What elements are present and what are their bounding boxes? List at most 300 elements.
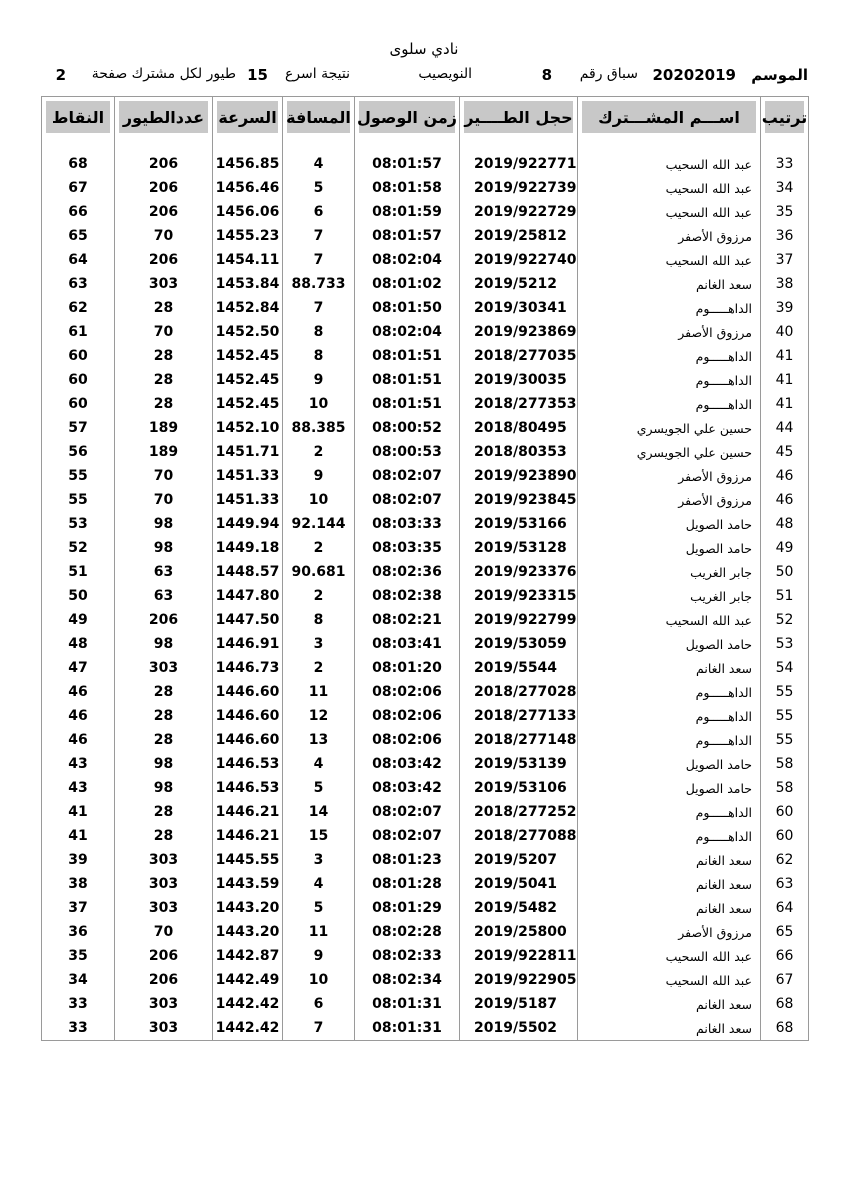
rank-cell: 40 (761, 320, 809, 344)
arrival-cell: 08:01:57 (355, 224, 460, 248)
arrival-cell: 08:00:53 (355, 440, 460, 464)
rank-cell: 46 (761, 488, 809, 512)
ring-cell: 2018/277035 (460, 344, 578, 368)
ring-cell: 2019/922729 (460, 200, 578, 224)
distance-cell: 9 (283, 464, 355, 488)
points-cell: 33 (42, 992, 115, 1016)
birds-cell: 206 (115, 944, 213, 968)
owner-cell: الداهـــــوم (578, 704, 761, 728)
table-row (42, 344, 809, 368)
rank-cell: 68 (761, 992, 809, 1016)
table-row (42, 464, 809, 488)
arrival-cell: 08:01:59 (355, 200, 460, 224)
points-cell: 48 (42, 632, 115, 656)
rank-cell: 60 (761, 800, 809, 824)
distance-cell: 10 (283, 488, 355, 512)
owner-cell: مرزوق الأصفر (578, 464, 761, 488)
col-birds-header: عددالطيور (115, 97, 213, 138)
rank-cell: 33 (761, 152, 809, 176)
speed-cell: 1452.50 (213, 320, 283, 344)
ring-cell: 2018/80495 (460, 416, 578, 440)
points-cell: 46 (42, 680, 115, 704)
owner-cell: عبد الله السحيب (578, 176, 761, 200)
race-location: النويصيب (418, 66, 472, 82)
points-cell: 65 (42, 224, 115, 248)
points-cell: 43 (42, 776, 115, 800)
col-arrival-header: زمن الوصول (355, 97, 460, 138)
table-row (42, 632, 809, 656)
table-row (42, 248, 809, 272)
speed-cell: 1445.55 (213, 848, 283, 872)
speed-cell: 1451.33 (213, 488, 283, 512)
distance-cell: 92.144 (283, 512, 355, 536)
birds-cell: 28 (115, 368, 213, 392)
table-row (42, 200, 809, 224)
arrival-cell: 08:01:02 (355, 272, 460, 296)
distance-cell: 3 (283, 848, 355, 872)
birds-cell: 70 (115, 320, 213, 344)
speed-cell: 1453.84 (213, 272, 283, 296)
distance-cell: 9 (283, 368, 355, 392)
table-row (42, 968, 809, 992)
distance-cell: 2 (283, 536, 355, 560)
speed-cell: 1447.50 (213, 608, 283, 632)
distance-cell: 7 (283, 224, 355, 248)
rank-cell: 41 (761, 392, 809, 416)
rank-cell: 66 (761, 944, 809, 968)
table-spacer-row (42, 137, 809, 152)
speed-cell: 1447.80 (213, 584, 283, 608)
owner-cell: حامد الصويل (578, 536, 761, 560)
speed-cell: 1446.21 (213, 800, 283, 824)
ring-cell: 2019/922771 (460, 152, 578, 176)
table-row (42, 560, 809, 584)
arrival-cell: 08:01:51 (355, 368, 460, 392)
distance-cell: 7 (283, 1016, 355, 1041)
rank-cell: 55 (761, 680, 809, 704)
distance-cell: 6 (283, 200, 355, 224)
speed-cell: 1448.57 (213, 560, 283, 584)
distance-cell: 12 (283, 704, 355, 728)
distance-cell: 15 (283, 824, 355, 848)
speed-cell: 1452.45 (213, 392, 283, 416)
speed-cell: 1443.59 (213, 872, 283, 896)
owner-cell: الداهـــــوم (578, 728, 761, 752)
birds-cell: 70 (115, 488, 213, 512)
table-row (42, 488, 809, 512)
rank-cell: 45 (761, 440, 809, 464)
ring-cell: 2019/922799 (460, 608, 578, 632)
birds-cell: 98 (115, 752, 213, 776)
col-points-header: النقاط (42, 97, 115, 138)
ring-cell: 2018/277353 (460, 392, 578, 416)
table-row (42, 176, 809, 200)
ring-cell: 2019/923376 (460, 560, 578, 584)
owner-cell: الداهـــــوم (578, 680, 761, 704)
arrival-cell: 08:02:33 (355, 944, 460, 968)
owner-cell: حامد الصويل (578, 512, 761, 536)
arrival-cell: 08:02:21 (355, 608, 460, 632)
rank-cell: 62 (761, 848, 809, 872)
owner-cell: حامد الصويل (578, 632, 761, 656)
owner-cell: مرزوق الأصفر (578, 920, 761, 944)
points-cell: 64 (42, 248, 115, 272)
owner-cell: الداهـــــوم (578, 344, 761, 368)
ring-cell: 2018/277088 (460, 824, 578, 848)
arrival-cell: 08:03:42 (355, 752, 460, 776)
points-cell: 35 (42, 944, 115, 968)
rank-cell: 60 (761, 824, 809, 848)
rank-cell: 64 (761, 896, 809, 920)
birds-cell: 206 (115, 968, 213, 992)
ring-cell: 2019/25800 (460, 920, 578, 944)
season-value: 20202019 (652, 66, 736, 84)
owner-cell: جابر الغريب (578, 584, 761, 608)
fastest-label: نتيجة اسرع (284, 66, 350, 82)
table-row (42, 1016, 809, 1041)
rank-cell: 65 (761, 920, 809, 944)
birds-cell: 206 (115, 200, 213, 224)
rank-cell: 52 (761, 608, 809, 632)
table-row (42, 536, 809, 560)
speed-cell: 1449.94 (213, 512, 283, 536)
results-table (41, 96, 809, 1041)
owner-cell: سعد الغانم (578, 872, 761, 896)
birds-cell: 63 (115, 560, 213, 584)
arrival-cell: 08:03:33 (355, 512, 460, 536)
ring-cell: 2019/922739 (460, 176, 578, 200)
ring-cell: 2019/53128 (460, 536, 578, 560)
owner-cell: عبد الله السحيب (578, 152, 761, 176)
arrival-cell: 08:01:31 (355, 992, 460, 1016)
points-cell: 47 (42, 656, 115, 680)
table-body (42, 137, 809, 1041)
owner-cell: مرزوق الأصفر (578, 488, 761, 512)
owner-cell: جابر الغريب (578, 560, 761, 584)
birds-cell: 189 (115, 416, 213, 440)
rank-cell: 54 (761, 656, 809, 680)
ring-cell: 2019/5187 (460, 992, 578, 1016)
points-cell: 49 (42, 608, 115, 632)
rank-cell: 51 (761, 584, 809, 608)
owner-cell: سعد الغانم (578, 992, 761, 1016)
col-ring-header: حجل الطــــير (460, 97, 578, 138)
arrival-cell: 08:02:07 (355, 800, 460, 824)
page-number: 2 (55, 66, 66, 84)
ring-cell: 2019/53166 (460, 512, 578, 536)
distance-cell: 5 (283, 896, 355, 920)
ring-cell: 2019/922740 (460, 248, 578, 272)
points-cell: 60 (42, 392, 115, 416)
rank-cell: 58 (761, 776, 809, 800)
points-cell: 39 (42, 848, 115, 872)
arrival-cell: 08:01:57 (355, 152, 460, 176)
ring-cell: 2019/5502 (460, 1016, 578, 1041)
table-row (42, 392, 809, 416)
owner-cell: الداهـــــوم (578, 824, 761, 848)
owner-cell: حامد الصويل (578, 776, 761, 800)
rank-cell: 48 (761, 512, 809, 536)
points-cell: 55 (42, 464, 115, 488)
owner-cell: حسين علي الجويسري (578, 416, 761, 440)
distance-cell: 88.385 (283, 416, 355, 440)
birds-cell: 303 (115, 848, 213, 872)
rank-cell: 35 (761, 200, 809, 224)
table-header-row (42, 97, 809, 138)
owner-cell: حامد الصويل (578, 752, 761, 776)
distance-cell: 90.681 (283, 560, 355, 584)
owner-cell: مرزوق الأصفر (578, 320, 761, 344)
points-cell: 33 (42, 1016, 115, 1041)
owner-cell: الداهـــــوم (578, 392, 761, 416)
birds-cell: 28 (115, 680, 213, 704)
owner-cell: الداهـــــوم (578, 368, 761, 392)
points-cell: 37 (42, 896, 115, 920)
birds-cell: 70 (115, 224, 213, 248)
arrival-cell: 08:02:06 (355, 704, 460, 728)
table-row (42, 824, 809, 848)
rank-cell: 39 (761, 296, 809, 320)
distance-cell: 10 (283, 392, 355, 416)
rank-cell: 55 (761, 728, 809, 752)
birds-cell: 189 (115, 440, 213, 464)
owner-cell: سعد الغانم (578, 848, 761, 872)
table-row (42, 848, 809, 872)
speed-cell: 1452.45 (213, 368, 283, 392)
rank-cell: 55 (761, 704, 809, 728)
owner-cell: مرزوق الأصفر (578, 224, 761, 248)
rank-cell: 49 (761, 536, 809, 560)
speed-cell: 1451.71 (213, 440, 283, 464)
birds-cell: 28 (115, 296, 213, 320)
speed-cell: 1446.53 (213, 752, 283, 776)
table-row (42, 704, 809, 728)
ring-cell: 2019/5482 (460, 896, 578, 920)
speed-cell: 1452.84 (213, 296, 283, 320)
speed-cell: 1443.20 (213, 920, 283, 944)
table-row (42, 752, 809, 776)
birds-cell: 28 (115, 728, 213, 752)
table-row (42, 272, 809, 296)
speed-cell: 1449.18 (213, 536, 283, 560)
rank-cell: 68 (761, 1016, 809, 1041)
ring-cell: 2018/277252 (460, 800, 578, 824)
points-cell: 55 (42, 488, 115, 512)
col-distance-header: المسافة (283, 97, 355, 138)
table-row (42, 776, 809, 800)
rank-cell: 36 (761, 224, 809, 248)
distance-cell: 14 (283, 800, 355, 824)
distance-cell: 7 (283, 248, 355, 272)
points-cell: 67 (42, 176, 115, 200)
points-cell: 60 (42, 344, 115, 368)
birds-cell: 303 (115, 272, 213, 296)
owner-cell: عبد الله السحيب (578, 944, 761, 968)
arrival-cell: 08:02:36 (355, 560, 460, 584)
col-speed-header: السرعة (213, 97, 283, 138)
table-row (42, 944, 809, 968)
fastest-value: 15 (247, 66, 268, 84)
ring-cell: 2019/5212 (460, 272, 578, 296)
ring-cell: 2019/923845 (460, 488, 578, 512)
table-row (42, 584, 809, 608)
speed-cell: 1446.60 (213, 680, 283, 704)
birds-cell: 70 (115, 464, 213, 488)
distance-cell: 9 (283, 944, 355, 968)
arrival-cell: 08:01:51 (355, 344, 460, 368)
owner-cell: عبد الله السحيب (578, 968, 761, 992)
owner-cell: سعد الغانم (578, 896, 761, 920)
owner-cell: حسين علي الجويسري (578, 440, 761, 464)
ring-cell: 2018/277148 (460, 728, 578, 752)
points-cell: 57 (42, 416, 115, 440)
race-number-label: سباق رقم (579, 66, 638, 82)
points-cell: 41 (42, 824, 115, 848)
ring-cell: 2019/922811 (460, 944, 578, 968)
arrival-cell: 08:02:07 (355, 824, 460, 848)
points-cell: 60 (42, 368, 115, 392)
table-row (42, 320, 809, 344)
distance-cell: 2 (283, 584, 355, 608)
points-cell: 51 (42, 560, 115, 584)
speed-cell: 1442.42 (213, 992, 283, 1016)
points-cell: 43 (42, 752, 115, 776)
birds-cell: 70 (115, 920, 213, 944)
birds-cell: 303 (115, 872, 213, 896)
owner-cell: سعد الغانم (578, 1016, 761, 1041)
ring-cell: 2018/277028 (460, 680, 578, 704)
rank-cell: 41 (761, 368, 809, 392)
speed-cell: 1446.53 (213, 776, 283, 800)
table-row (42, 416, 809, 440)
owner-cell: عبد الله السحيب (578, 248, 761, 272)
distance-cell: 88.733 (283, 272, 355, 296)
ring-cell: 2019/923315 (460, 584, 578, 608)
owner-cell: عبد الله السحيب (578, 608, 761, 632)
points-cell: 38 (42, 872, 115, 896)
table-row (42, 896, 809, 920)
birds-cell: 28 (115, 344, 213, 368)
distance-cell: 11 (283, 920, 355, 944)
birds-cell: 28 (115, 704, 213, 728)
ring-cell: 2019/53106 (460, 776, 578, 800)
speed-cell: 1452.10 (213, 416, 283, 440)
birds-cell: 98 (115, 776, 213, 800)
table-row (42, 152, 809, 176)
arrival-cell: 08:02:04 (355, 320, 460, 344)
table-row (42, 872, 809, 896)
arrival-cell: 08:01:58 (355, 176, 460, 200)
rank-cell: 53 (761, 632, 809, 656)
arrival-cell: 08:01:29 (355, 896, 460, 920)
arrival-cell: 08:01:50 (355, 296, 460, 320)
distance-cell: 2 (283, 656, 355, 680)
distance-cell: 4 (283, 872, 355, 896)
owner-cell: عبد الله السحيب (578, 200, 761, 224)
birds-cell: 63 (115, 584, 213, 608)
birds-cell: 98 (115, 632, 213, 656)
speed-cell: 1452.45 (213, 344, 283, 368)
speed-cell: 1446.21 (213, 824, 283, 848)
distance-cell: 5 (283, 776, 355, 800)
season-label: الموسم (751, 66, 808, 84)
birds-cell: 206 (115, 176, 213, 200)
arrival-cell: 08:02:07 (355, 488, 460, 512)
birds-per-participant-label: طيور لكل مشترك صفحة (91, 66, 236, 82)
speed-cell: 1455.23 (213, 224, 283, 248)
arrival-cell: 08:03:35 (355, 536, 460, 560)
distance-cell: 8 (283, 344, 355, 368)
ring-cell: 2019/5544 (460, 656, 578, 680)
speed-cell: 1454.11 (213, 248, 283, 272)
arrival-cell: 08:01:31 (355, 1016, 460, 1041)
speed-cell: 1442.87 (213, 944, 283, 968)
speed-cell: 1456.46 (213, 176, 283, 200)
arrival-cell: 08:02:07 (355, 464, 460, 488)
rank-cell: 46 (761, 464, 809, 488)
birds-cell: 206 (115, 608, 213, 632)
points-cell: 52 (42, 536, 115, 560)
speed-cell: 1456.06 (213, 200, 283, 224)
col-rank-header: ترتيب (761, 97, 809, 138)
speed-cell: 1443.20 (213, 896, 283, 920)
arrival-cell: 08:01:51 (355, 392, 460, 416)
distance-cell: 4 (283, 752, 355, 776)
birds-cell: 98 (115, 536, 213, 560)
arrival-cell: 08:01:23 (355, 848, 460, 872)
points-cell: 61 (42, 320, 115, 344)
arrival-cell: 08:02:06 (355, 728, 460, 752)
ring-cell: 2019/53139 (460, 752, 578, 776)
rank-cell: 41 (761, 344, 809, 368)
points-cell: 53 (42, 512, 115, 536)
ring-cell: 2019/5041 (460, 872, 578, 896)
rank-cell: 50 (761, 560, 809, 584)
points-cell: 62 (42, 296, 115, 320)
points-cell: 56 (42, 440, 115, 464)
ring-cell: 2019/5207 (460, 848, 578, 872)
ring-cell: 2019/923890 (460, 464, 578, 488)
distance-cell: 11 (283, 680, 355, 704)
points-cell: 68 (42, 152, 115, 176)
birds-cell: 303 (115, 896, 213, 920)
table-row (42, 608, 809, 632)
arrival-cell: 08:02:04 (355, 248, 460, 272)
points-cell: 66 (42, 200, 115, 224)
points-cell: 41 (42, 800, 115, 824)
table-row (42, 440, 809, 464)
arrival-cell: 08:00:52 (355, 416, 460, 440)
rank-cell: 44 (761, 416, 809, 440)
ring-cell: 2019/53059 (460, 632, 578, 656)
ring-cell: 2019/30341 (460, 296, 578, 320)
arrival-cell: 08:02:28 (355, 920, 460, 944)
distance-cell: 8 (283, 320, 355, 344)
speed-cell: 1442.42 (213, 1016, 283, 1041)
birds-cell: 303 (115, 1016, 213, 1041)
arrival-cell: 08:01:20 (355, 656, 460, 680)
arrival-cell: 08:03:41 (355, 632, 460, 656)
table-row (42, 800, 809, 824)
table-row (42, 680, 809, 704)
ring-cell: 2018/277133 (460, 704, 578, 728)
ring-cell: 2019/922905 (460, 968, 578, 992)
rank-cell: 37 (761, 248, 809, 272)
birds-cell: 303 (115, 992, 213, 1016)
points-cell: 46 (42, 704, 115, 728)
rank-cell: 58 (761, 752, 809, 776)
ring-cell: 2018/80353 (460, 440, 578, 464)
